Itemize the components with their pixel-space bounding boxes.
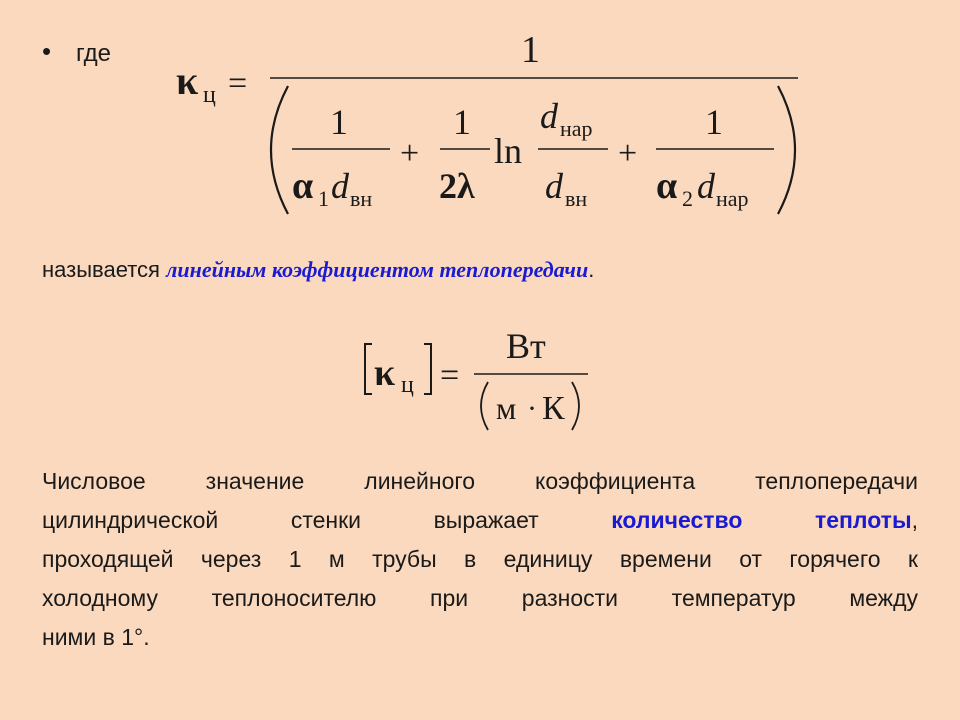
formula-units (365, 326, 588, 430)
ln-function: ln (494, 131, 523, 171)
plus-sign-2: + (618, 135, 638, 172)
term1-alpha: α (292, 165, 314, 207)
term3-alpha-sub: 2 (682, 186, 693, 211)
ratio-den-sub: вн (565, 186, 588, 211)
bullet-point: • (42, 36, 52, 66)
term1-d-sub: вн (350, 186, 373, 211)
ratio-den-d: d (545, 166, 563, 206)
left-big-paren (271, 86, 288, 214)
term1-d: d (331, 166, 349, 206)
term3-d: d (697, 166, 715, 206)
term2-denominator: 2λ (439, 166, 475, 206)
term2-numerator: 1 (453, 102, 471, 142)
intro-word: где (76, 40, 112, 67)
units-den-m: м (496, 390, 517, 426)
paragraph-line-4: холодному теплоносителю при разности температур между (42, 585, 918, 611)
definition-sentence (42, 257, 594, 283)
definition-suffix: . (588, 257, 595, 282)
units-kappa-symbol: κ (374, 352, 396, 394)
kappa-symbol: κ (176, 58, 199, 103)
main-numerator: 1 (521, 29, 540, 71)
left-square-bracket (365, 344, 372, 394)
equals-sign: = (228, 65, 248, 102)
definition-prefix: называется (42, 257, 167, 282)
paragraph-highlight: количество теплоты (611, 507, 912, 533)
units-right-paren (572, 382, 579, 430)
term3-d-sub: нар (716, 186, 749, 211)
units-numerator: Вт (506, 326, 546, 366)
paragraph-line-3: проходящей через 1 м трубы в единицу времени от горячего к (42, 546, 918, 572)
formula-linear-coefficient (176, 29, 798, 214)
kappa-subscript: ц (203, 82, 216, 108)
units-den-dot: · (527, 392, 537, 425)
term3-alpha: α (656, 165, 678, 207)
paragraph-line-1: Числовое значение линейного коэффициента теплопередачи (42, 468, 918, 494)
units-kappa-subscript: ц (401, 372, 414, 398)
right-square-bracket (424, 344, 431, 394)
term3-numerator: 1 (705, 102, 723, 142)
definition-term: линейным коэффициентом теплопередачи (166, 257, 589, 282)
ratio-num-d: d (540, 96, 558, 136)
ratio-num-sub: нар (560, 116, 593, 141)
paragraph-line-2-post: , (911, 507, 918, 533)
paragraph-line-5: ними в 1°. (42, 624, 150, 650)
plus-sign-1: + (400, 135, 420, 172)
term1-alpha-sub: 1 (318, 186, 329, 211)
explanation-paragraph (42, 462, 918, 657)
term1-numerator: 1 (330, 102, 348, 142)
paragraph-line-2 (42, 501, 918, 540)
units-equals-sign: = (440, 357, 460, 394)
units-den-k: К (542, 390, 565, 427)
units-left-paren (481, 382, 488, 430)
right-big-paren (778, 86, 795, 214)
paragraph-line-2-pre: цилиндрической стенки выражает (42, 507, 612, 533)
